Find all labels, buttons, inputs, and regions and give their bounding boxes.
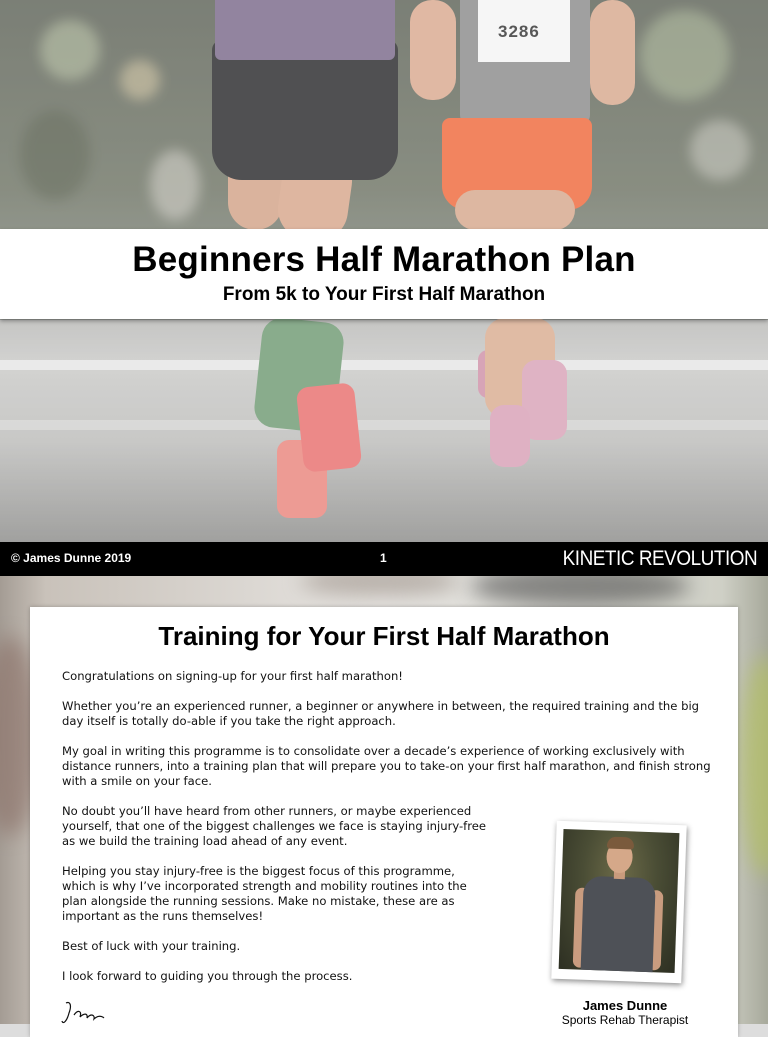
paragraph: No doubt you’ll have heard from other runners, or maybe experienced yourself, that one of the biggest challenges we face is staying injury-free as we build the training load ahead of any event. [62,804,487,848]
paragraph: Best of luck with your training. [62,939,241,953]
author-name: James Dunne [582,998,668,1013]
copyright-text: © James Dunne 2019 [11,551,132,565]
title-band [0,229,768,319]
page-title: Beginners Half Marathon Plan [132,240,636,279]
author-photo [551,821,686,983]
content-sheet [30,607,738,1037]
page-subtitle: From 5k to Your First Half Marathon [222,284,546,305]
paragraph: Helping you stay injury-free is the biggest focus of this programme, which is why I’ve incorporated strength and mobility routines into the plan alongside the running sessions. Make no mistake, these are as important as the runs themselves! [62,864,467,923]
paragraph: I look forward to guiding you through the process. [62,969,353,983]
page-footer [0,542,768,576]
paragraph: Congratulations on signing-up for your first half marathon! [62,669,403,683]
brand-logo: KINETIC REVOLUTION [562,547,757,570]
paragraph: Whether you’re an experienced runner, a beginner or anywhere in between, the required training and the big day itself is totally do-able if you take the right approach. [62,699,700,728]
handwritten-signature [60,999,120,1029]
author-role: Sports Rehab Therapist [561,1013,689,1027]
paragraph: My goal in writing this programme is to consolidate over a decade’s experience of working exclusively with distance runners, into a training plan that will prepare you to take-on your first half marathon, and finish strong with a smile on your face. [62,744,711,788]
race-bib-number: 3286 [498,22,540,41]
section-heading: Training for Your First Half Marathon [158,621,610,651]
page-number: 1 [380,551,387,565]
